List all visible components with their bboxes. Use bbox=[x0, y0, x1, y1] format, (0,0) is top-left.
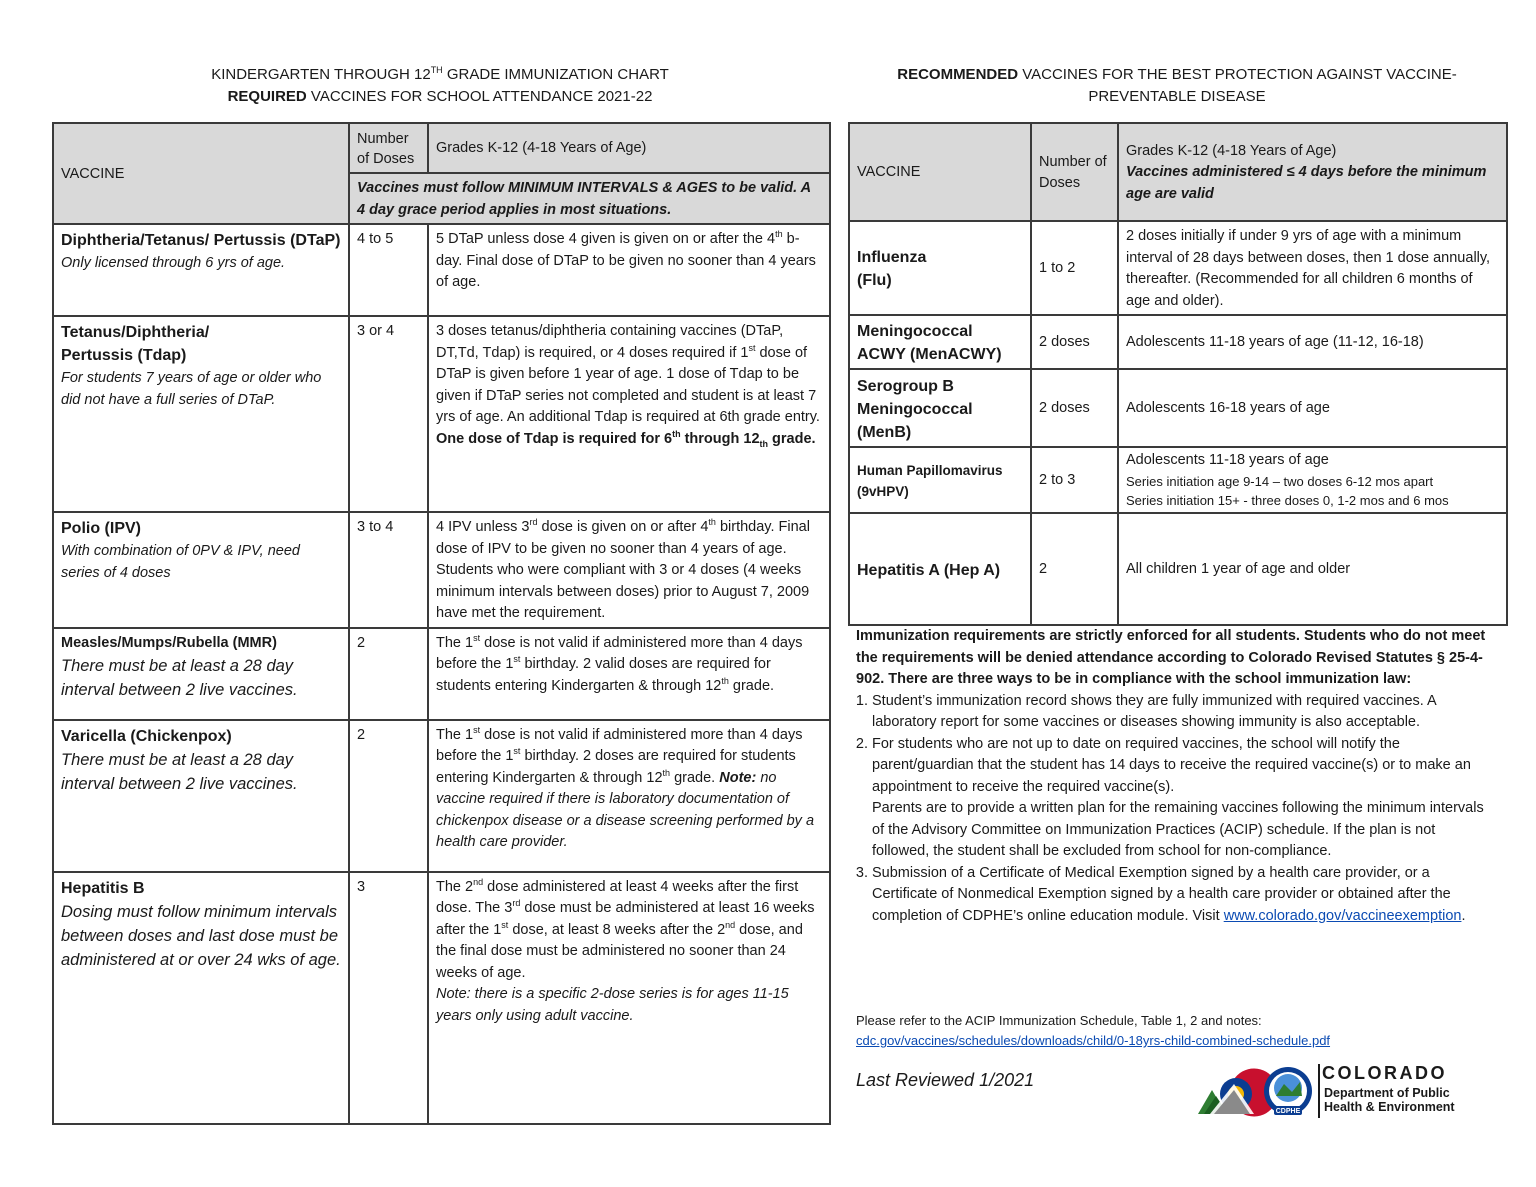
desc-part: birthday. 2 doses are required for students entering Kindergarten & through 12 bbox=[436, 748, 796, 786]
vaccine-name: Hepatitis B bbox=[61, 879, 145, 897]
vaccine-hpv bbox=[849, 447, 1031, 513]
dose-count: 2 doses bbox=[1031, 369, 1118, 447]
header-doses bbox=[349, 123, 428, 173]
desc-part: dose, at least 8 weeks after the 2 bbox=[508, 921, 726, 938]
dose-count: 3 bbox=[349, 872, 428, 1124]
left-title-line1-end: GRADE IMMUNIZATION CHART bbox=[442, 66, 669, 83]
list-item-text: Submission of a Certificate of Medical Exemption signed by a health care provider, or a Certificate of Nonmedical Exemption signed by a health care provider or obtained after the completion of CDPHE’s online education module. Visit bbox=[872, 864, 1451, 924]
header-grades bbox=[428, 123, 830, 173]
left-title-line2: VACCINES FOR SCHOOL ATTENDANCE 2021-22 bbox=[306, 88, 653, 105]
rec-header-doses bbox=[1031, 123, 1118, 221]
vaccine-menacwy bbox=[849, 315, 1031, 369]
hpv-description bbox=[1118, 447, 1507, 513]
table-row bbox=[53, 872, 830, 1124]
polio-description bbox=[428, 512, 830, 628]
vaccine-menb bbox=[849, 369, 1031, 447]
compliance-list bbox=[856, 691, 1496, 928]
desc-sup: st bbox=[501, 919, 509, 930]
cdphe-logo bbox=[1196, 1062, 1476, 1120]
desc-part: 4 IPV unless 3 bbox=[436, 519, 530, 535]
desc-sup: rd bbox=[512, 898, 521, 909]
vaccine-name: Pertussis (Tdap) bbox=[61, 347, 187, 364]
vaccine-name: (9vHPV) bbox=[857, 484, 909, 499]
vaccine-varicella bbox=[53, 720, 349, 872]
varicella-description bbox=[428, 720, 830, 872]
rec-header-grades bbox=[1118, 123, 1507, 221]
desc-part: The 1 bbox=[436, 634, 474, 651]
table-row bbox=[849, 315, 1507, 369]
header-doses-label: Number of Doses bbox=[357, 131, 415, 167]
desc-part: dose of DTaP is given before 1 year of age. 1 dose of Tdap to be given if DTaP series not completed and student is at least 7 yrs of age. An additional Tdap is required at 6th grade entry. bbox=[436, 344, 820, 425]
vaccine-name: ACWY (MenACWY) bbox=[857, 346, 1002, 363]
desc-part: birthday. Final dose of IPV to be given no sooner than 4 years of age. Students who were compliant with 3 or 4 doses (4 weeks minimum intervals between doses) prior to August 7, 2009 have met the requirement. bbox=[436, 519, 810, 621]
table-row bbox=[849, 447, 1507, 513]
rec-header-note: Vaccines administered ≤ 4 days before the minimum age are valid bbox=[1126, 164, 1487, 202]
desc-part: dose, and the final dose must be administered no sooner than 24 weeks of age. bbox=[436, 921, 803, 981]
right-title-line1: VACCINES FOR THE BEST PROTECTION AGAINST VACCINE- bbox=[1018, 66, 1457, 83]
menb-description: Adolescents 16-18 years of age bbox=[1118, 369, 1507, 447]
desc-line: Adolescents 11-18 years of age bbox=[1126, 452, 1329, 468]
hepa-description: All children 1 year of age and older bbox=[1118, 513, 1507, 625]
desc-sup: st bbox=[513, 654, 521, 665]
vaccine-name: Measles/Mumps/Rubella (MMR) bbox=[61, 634, 277, 651]
recommended-vaccines-table bbox=[848, 122, 1508, 626]
desc-sup: th bbox=[708, 517, 716, 528]
list-item bbox=[872, 863, 1496, 928]
vaccine-name: Human Papillomavirus bbox=[857, 462, 1003, 478]
acip-schedule-link[interactable]: cdc.gov/vaccines/schedules/downloads/child/0-18yrs-child-combined-schedule.pdf bbox=[856, 1033, 1331, 1048]
left-title bbox=[52, 64, 828, 108]
vaccine-hepa bbox=[849, 513, 1031, 625]
note-label: Note: bbox=[719, 769, 757, 786]
right-title-line2: PREVENTABLE DISEASE bbox=[1088, 88, 1266, 105]
desc-bold: One dose of Tdap is required for 6 bbox=[436, 430, 673, 447]
dtap-description bbox=[428, 224, 830, 316]
desc-bold: through 12 bbox=[680, 430, 760, 447]
dose-count: 2 bbox=[1031, 513, 1118, 625]
desc-sup: st bbox=[748, 342, 756, 353]
table-row bbox=[849, 221, 1507, 315]
dose-count: 2 bbox=[349, 628, 428, 720]
note-text: Note: there is a specific 2-dose series is for ages 11-15 years only using adult vaccine. bbox=[436, 986, 789, 1024]
logo-divider bbox=[1318, 1064, 1320, 1118]
vaccine-note: For students 7 years of age or older who did not have a full series of DTaP. bbox=[61, 370, 322, 408]
table-row bbox=[849, 513, 1507, 625]
vaccine-name: Hepatitis A (Hep A) bbox=[857, 561, 1001, 579]
vaccine-mmr bbox=[53, 628, 349, 720]
note-text: no vaccine required if there is laboratory documentation of chickenpox disease or a disease screening performed by a health care provider. bbox=[436, 769, 815, 850]
list-item bbox=[872, 734, 1496, 863]
vaccine-exemption-link[interactable]: www.colorado.gov/vaccineexemption bbox=[1223, 907, 1462, 924]
desc-part: grade. bbox=[728, 677, 775, 694]
desc-part: dose is given on or after 4 bbox=[537, 519, 709, 535]
table-row bbox=[849, 369, 1507, 447]
requirements-intro: Immunization requirements are strictly enforced for all students. Students who do not meet the requirements will be denied attendance according to Colorado Revised Statutes § 25-4-902. There are three ways to be in compliance with the school immunization law: bbox=[856, 628, 1486, 687]
vaccine-polio bbox=[53, 512, 349, 628]
desc-part: b-day. Final dose of DTaP to be given no sooner than 4 years of age. bbox=[436, 231, 816, 290]
vaccine-note: Only licensed through 6 yrs of age. bbox=[61, 255, 286, 271]
desc-sup: nd bbox=[725, 919, 736, 930]
references bbox=[856, 1011, 1496, 1051]
vaccine-tdap bbox=[53, 316, 349, 512]
desc-sup: st bbox=[513, 746, 521, 757]
dose-count: 2 doses bbox=[1031, 315, 1118, 369]
desc-sup: th bbox=[721, 675, 729, 686]
desc-line: Series initiation 15+ - three doses 0, 1-2 mos and 6 mos bbox=[1126, 492, 1449, 508]
logo-dept-line: Health & Environment bbox=[1324, 1100, 1455, 1114]
vaccine-name: Tetanus/Diphtheria/ bbox=[61, 324, 210, 341]
desc-part: 3 doses tetanus/diphtheria containing vaccines (DTaP, DT,Td, Tdap) is required, or 4 doses required if 1 bbox=[436, 323, 784, 361]
table-row bbox=[53, 720, 830, 872]
vaccine-note: There must be at least a 28 day interval between 2 live vaccines. bbox=[61, 750, 298, 793]
dose-count: 3 or 4 bbox=[349, 316, 428, 512]
tdap-description bbox=[428, 316, 830, 512]
desc-part: The 1 bbox=[436, 726, 474, 743]
vaccine-name: Influenza bbox=[857, 249, 927, 266]
list-item: 1. Student’s immunization record shows they are fully immunized with required vaccines. A laboratory report for some vaccines or diseases showing immunity is also acceptable. bbox=[872, 691, 1496, 734]
vaccine-name: Meningococcal bbox=[857, 323, 973, 340]
desc-part: grade. bbox=[670, 769, 716, 786]
desc-sup: th bbox=[662, 767, 671, 778]
list-item-end: . bbox=[1461, 907, 1466, 924]
table-row bbox=[53, 316, 830, 512]
dose-count: 3 to 4 bbox=[349, 512, 428, 628]
header-grades-label: Grades K-12 (4-18 Years of Age) bbox=[436, 140, 647, 157]
vaccine-note: With combination of 0PV & IPV, need series of 4 doses bbox=[61, 543, 300, 581]
mmr-description bbox=[428, 628, 830, 720]
table-row bbox=[53, 628, 830, 720]
header-intervals-note-text: Vaccines must follow MINIMUM INTERVALS & AGES to be valid. A 4 day grace period applies in most situations. bbox=[357, 180, 811, 218]
desc-sup: th bbox=[775, 229, 783, 240]
desc-part: birthday. 2 valid doses are required for students entering Kindergarten & through 12 bbox=[436, 656, 771, 694]
dose-count: 4 to 5 bbox=[349, 224, 428, 316]
desc-part: dose administered at least 4 weeks after the first dose. The 3 bbox=[436, 878, 799, 916]
vaccine-name: (MenB) bbox=[857, 423, 912, 441]
header-vaccine-label: VACCINE bbox=[61, 165, 125, 182]
desc-sup: th bbox=[672, 428, 681, 439]
right-title bbox=[848, 64, 1506, 108]
desc-part: The 2 bbox=[436, 878, 474, 895]
desc-sup: rd bbox=[529, 517, 538, 528]
vaccine-name: Polio (IPV) bbox=[61, 520, 141, 537]
vaccine-name: Meningococcal bbox=[857, 400, 973, 418]
left-title-required: REQUIRED bbox=[227, 88, 307, 105]
header-intervals-note bbox=[349, 173, 830, 224]
dose-count: 1 to 2 bbox=[1031, 221, 1118, 315]
right-title-recommended: RECOMMENDED bbox=[897, 66, 1019, 83]
vaccine-hepb bbox=[53, 872, 349, 1124]
desc-part: dose is not valid if administered more than 4 days before the 1 bbox=[436, 726, 803, 764]
vaccine-name: Varicella (Chickenpox) bbox=[61, 727, 232, 745]
vaccine-name: Diphtheria/Tetanus/ Pertussis (DTaP) bbox=[61, 232, 341, 249]
logo-department bbox=[1324, 1086, 1455, 1114]
vaccine-flu bbox=[849, 221, 1031, 315]
list-item-text: Parents are to provide a written plan for the remaining vaccines following the minimum intervals of the Advisory Committee on Immunization Practices (ACIP) schedule. If the plan is not followed, the student shall be excluded from school for non-compliance. bbox=[872, 800, 1484, 859]
logo-dept-line: Department of Public bbox=[1324, 1086, 1450, 1100]
table-row bbox=[53, 512, 830, 628]
flu-description: 2 doses initially if under 9 yrs of age with a minimum interval of 28 days between doses, then 1 dose annually, thereafter. (Recommended for all children 6 months of age and older). bbox=[1118, 221, 1507, 315]
vaccine-note: There must be at least a 28 day interval between 2 live vaccines. bbox=[61, 657, 298, 699]
desc-part: dose must be administered at least 16 weeks after the 1 bbox=[436, 900, 815, 938]
desc-sub: th bbox=[759, 438, 769, 449]
hepb-description bbox=[428, 872, 830, 1124]
logo-wordmark: COLORADO bbox=[1322, 1063, 1447, 1083]
logo-badge-text: CDPHE bbox=[1275, 1108, 1301, 1115]
dose-count: 2 to 3 bbox=[1031, 447, 1118, 513]
vaccine-name: (Flu) bbox=[857, 272, 892, 289]
desc-line: Series initiation age 9-14 – two doses 6-12 mos apart bbox=[1126, 473, 1434, 489]
rec-header-vaccine-label: VACCINE bbox=[857, 164, 921, 181]
desc-bold: grade. bbox=[768, 430, 816, 447]
vaccine-dtap bbox=[53, 224, 349, 316]
left-title-line1: KINDERGARTEN THROUGH 12 bbox=[211, 66, 431, 83]
vaccine-note: Dosing must follow minimum intervals between doses and last dose must be administered at or over 24 wks of age. bbox=[61, 902, 341, 969]
vaccine-name: Serogroup B bbox=[857, 377, 954, 395]
desc-part: dose is not valid if administered more than 4 days before the 1 bbox=[436, 634, 803, 672]
list-item-text: 2. For students who are not up to date on required vaccines, the school will notify the parent/guardian that the student has 14 days to receive the required vaccine(s) or to make an appointment to receive the required vaccine(s). bbox=[872, 735, 1471, 795]
references-text: Please refer to the ACIP Immunization Schedule, Table 1, 2 and notes: bbox=[856, 1013, 1262, 1028]
dose-count: 2 bbox=[349, 720, 428, 872]
left-title-sup: TH bbox=[430, 65, 443, 75]
desc-sup: nd bbox=[473, 876, 484, 887]
rec-header-grades-label: Grades K-12 (4-18 Years of Age) bbox=[1126, 142, 1337, 159]
last-reviewed: Last Reviewed 1/2021 bbox=[856, 1070, 1035, 1090]
colorado-logo-icon bbox=[1196, 1062, 1318, 1120]
header-vaccine bbox=[53, 123, 349, 224]
desc-sup: st bbox=[473, 632, 481, 643]
table-row bbox=[53, 224, 830, 316]
rec-header-vaccine bbox=[849, 123, 1031, 221]
requirements-section bbox=[856, 626, 1496, 927]
desc-sup: st bbox=[473, 724, 481, 735]
desc-part: 5 DTaP unless dose 4 given is given on or after the 4 bbox=[436, 231, 776, 247]
menacwy-description: Adolescents 11-18 years of age (11-12, 16-18) bbox=[1118, 315, 1507, 369]
rec-header-doses-label: Number of Doses bbox=[1039, 153, 1107, 191]
required-vaccines-table bbox=[52, 122, 831, 1125]
